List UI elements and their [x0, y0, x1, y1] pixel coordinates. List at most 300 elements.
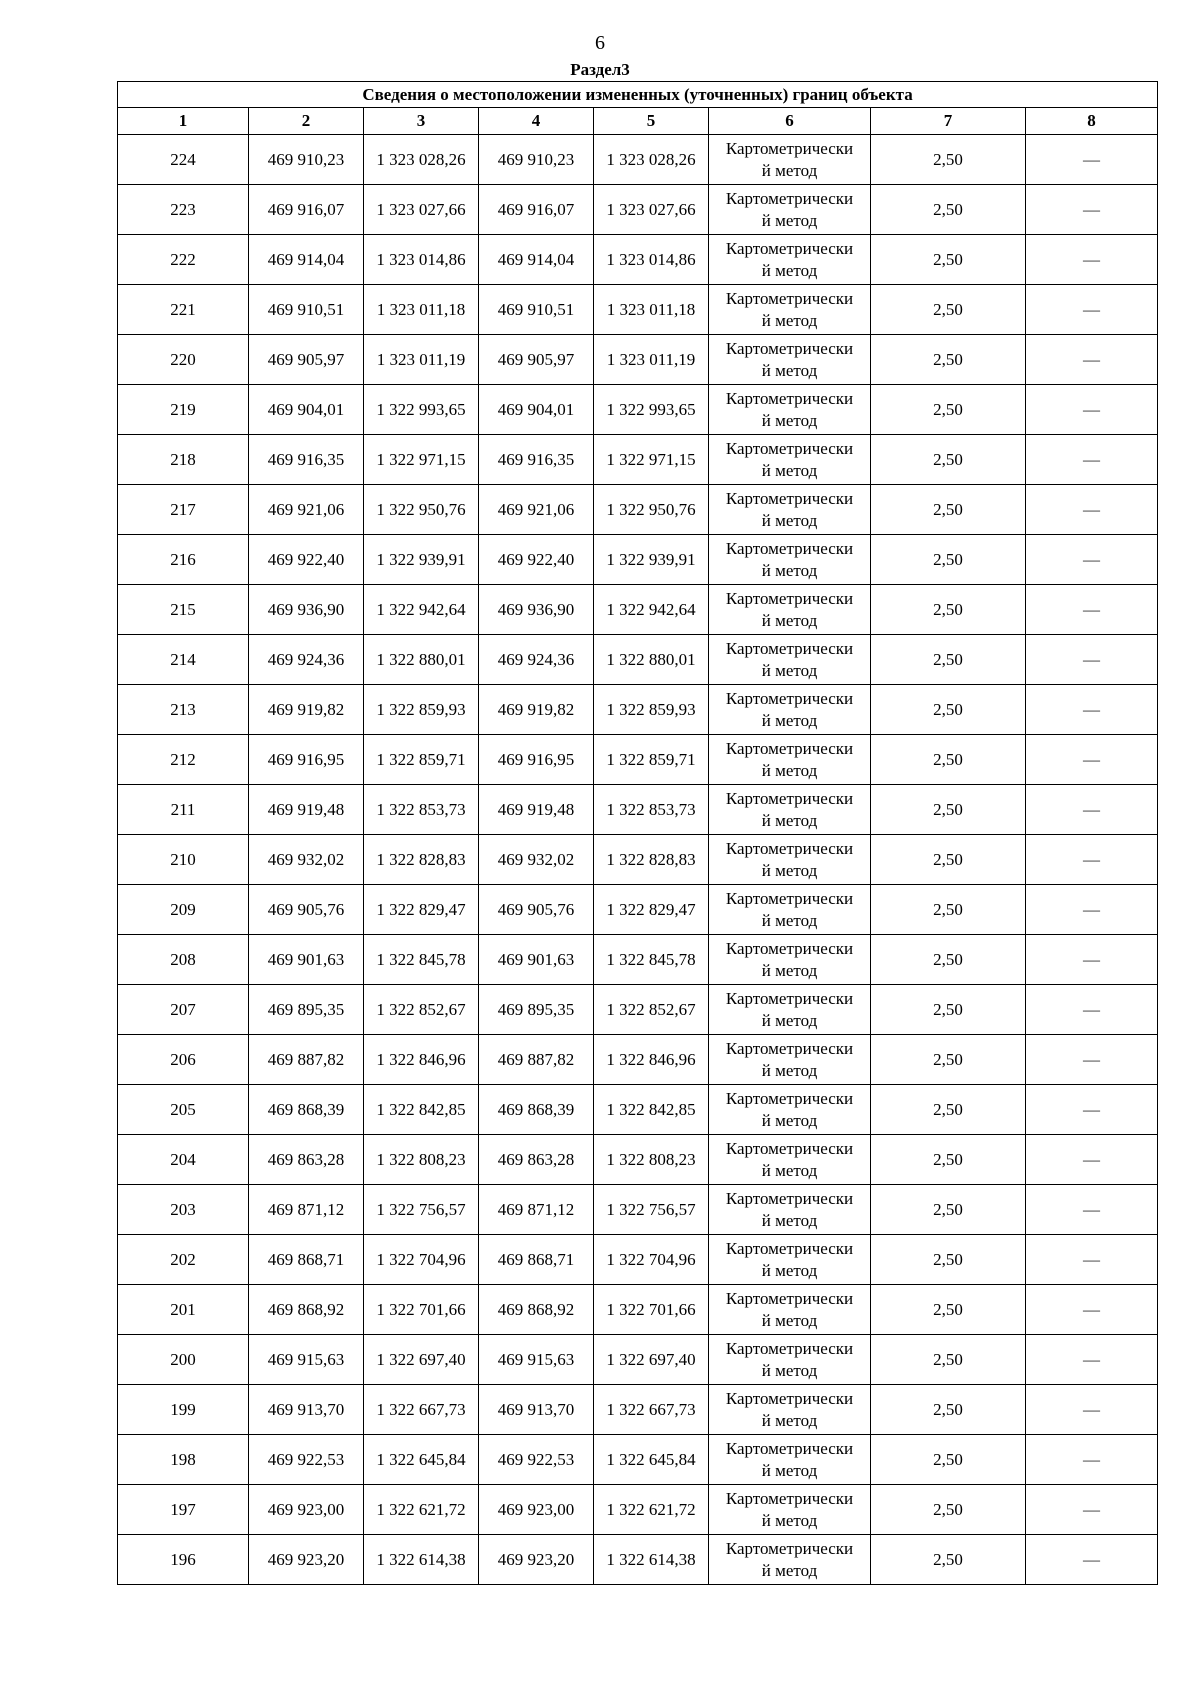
x-new-cell: 469 922,53	[479, 1435, 594, 1485]
y-old-cell: 1 323 027,66	[364, 185, 479, 235]
method-cell	[709, 1135, 871, 1185]
point-number-cell: 202	[118, 1235, 249, 1285]
column-header-3: 3	[364, 108, 479, 135]
x-new-cell: 469 919,82	[479, 685, 594, 735]
method-cell	[709, 485, 871, 535]
table-row	[118, 135, 1158, 185]
method-text-line: Картометрически	[725, 588, 854, 608]
method-text-line: й метод	[761, 1410, 818, 1430]
y-old-cell: 1 322 845,78	[364, 935, 479, 985]
y-old-cell: 1 322 846,96	[364, 1035, 479, 1085]
table-body	[118, 135, 1158, 1585]
table-row	[118, 1385, 1158, 1435]
method-cell	[709, 585, 871, 635]
y-new-cell: 1 322 852,67	[594, 985, 709, 1035]
accuracy-cell: 2,50	[871, 1085, 1026, 1135]
x-new-cell: 469 915,63	[479, 1335, 594, 1385]
method-cell	[709, 785, 871, 835]
method-text-line: й метод	[761, 1110, 818, 1130]
x-old-cell: 469 871,12	[249, 1185, 364, 1235]
table-row	[118, 1435, 1158, 1485]
y-old-cell: 1 322 621,72	[364, 1485, 479, 1535]
point-number-cell: 215	[118, 585, 249, 635]
description-cell: —	[1026, 135, 1158, 185]
description-cell: —	[1026, 985, 1158, 1035]
x-old-cell: 469 868,39	[249, 1085, 364, 1135]
x-new-cell: 469 923,00	[479, 1485, 594, 1535]
table-row	[118, 785, 1158, 835]
point-number-cell: 206	[118, 1035, 249, 1085]
method-cell	[709, 835, 871, 885]
table-row	[118, 1535, 1158, 1585]
x-new-cell: 469 921,06	[479, 485, 594, 535]
x-old-cell: 469 905,97	[249, 335, 364, 385]
x-old-cell: 469 910,23	[249, 135, 364, 185]
method-cell	[709, 185, 871, 235]
y-new-cell: 1 322 756,57	[594, 1185, 709, 1235]
method-cell	[709, 935, 871, 985]
y-new-cell: 1 322 942,64	[594, 585, 709, 635]
description-cell: —	[1026, 1535, 1158, 1585]
method-cell	[709, 985, 871, 1035]
description-cell: —	[1026, 935, 1158, 985]
y-old-cell: 1 322 614,38	[364, 1535, 479, 1585]
x-old-cell: 469 913,70	[249, 1385, 364, 1435]
method-text-line: Картометрически	[725, 988, 854, 1008]
method-text-line: й метод	[761, 1260, 818, 1280]
method-text-line: Картометрически	[725, 1388, 854, 1408]
y-old-cell: 1 323 028,26	[364, 135, 479, 185]
accuracy-cell: 2,50	[871, 985, 1026, 1035]
accuracy-cell: 2,50	[871, 535, 1026, 585]
description-cell: —	[1026, 285, 1158, 335]
description-cell: —	[1026, 835, 1158, 885]
description-cell: —	[1026, 1035, 1158, 1085]
method-cell	[709, 1185, 871, 1235]
point-number-cell: 208	[118, 935, 249, 985]
y-new-cell: 1 323 028,26	[594, 135, 709, 185]
x-new-cell: 469 905,76	[479, 885, 594, 935]
column-header-row	[118, 108, 1158, 135]
y-new-cell: 1 322 645,84	[594, 1435, 709, 1485]
method-text-line: Картометрически	[725, 738, 854, 758]
description-cell: —	[1026, 1435, 1158, 1485]
y-old-cell: 1 323 011,18	[364, 285, 479, 335]
y-new-cell: 1 322 845,78	[594, 935, 709, 985]
table-row	[118, 735, 1158, 785]
point-number-cell: 222	[118, 235, 249, 285]
method-text-line: й метод	[761, 260, 818, 280]
x-new-cell: 469 905,97	[479, 335, 594, 385]
x-new-cell: 469 868,39	[479, 1085, 594, 1135]
method-text-line: Картометрически	[725, 538, 854, 558]
table-row	[118, 535, 1158, 585]
method-text-line: й метод	[761, 810, 818, 830]
section-title: Раздел3	[570, 60, 630, 79]
method-text-line: й метод	[761, 1010, 818, 1030]
method-text-line: Картометрически	[725, 638, 854, 658]
method-text-line: й метод	[761, 1460, 818, 1480]
point-number-cell: 223	[118, 185, 249, 235]
method-text-line: й метод	[761, 760, 818, 780]
method-cell	[709, 735, 871, 785]
method-text-line: й метод	[761, 610, 818, 630]
y-old-cell: 1 322 971,15	[364, 435, 479, 485]
accuracy-cell: 2,50	[871, 735, 1026, 785]
table-row	[118, 885, 1158, 935]
y-old-cell: 1 322 828,83	[364, 835, 479, 885]
y-new-cell: 1 322 859,93	[594, 685, 709, 735]
page-number: 6	[595, 32, 605, 54]
y-old-cell: 1 322 942,64	[364, 585, 479, 635]
x-old-cell: 469 901,63	[249, 935, 364, 985]
table-row	[118, 635, 1158, 685]
point-number-cell: 203	[118, 1185, 249, 1235]
column-header-5: 5	[594, 108, 709, 135]
x-new-cell: 469 910,23	[479, 135, 594, 185]
x-old-cell: 469 868,92	[249, 1285, 364, 1335]
point-number-cell: 204	[118, 1135, 249, 1185]
x-old-cell: 469 923,20	[249, 1535, 364, 1585]
method-text-line: й метод	[761, 560, 818, 580]
x-new-cell: 469 916,07	[479, 185, 594, 235]
description-cell: —	[1026, 635, 1158, 685]
y-new-cell: 1 322 829,47	[594, 885, 709, 935]
accuracy-cell: 2,50	[871, 485, 1026, 535]
y-old-cell: 1 322 852,67	[364, 985, 479, 1035]
y-old-cell: 1 323 014,86	[364, 235, 479, 285]
description-cell: —	[1026, 335, 1158, 385]
y-new-cell: 1 322 828,83	[594, 835, 709, 885]
method-text-line: й метод	[761, 1210, 818, 1230]
description-cell: —	[1026, 435, 1158, 485]
y-old-cell: 1 322 993,65	[364, 385, 479, 435]
point-number-cell: 205	[118, 1085, 249, 1135]
method-cell	[709, 1335, 871, 1385]
point-number-cell: 199	[118, 1385, 249, 1435]
x-old-cell: 469 916,95	[249, 735, 364, 785]
point-number-cell: 211	[118, 785, 249, 835]
point-number-cell: 201	[118, 1285, 249, 1335]
y-old-cell: 1 322 859,93	[364, 685, 479, 735]
point-number-cell: 198	[118, 1435, 249, 1485]
description-cell: —	[1026, 485, 1158, 535]
x-new-cell: 469 913,70	[479, 1385, 594, 1435]
table-row	[118, 1485, 1158, 1535]
x-new-cell: 469 910,51	[479, 285, 594, 335]
method-cell	[709, 685, 871, 735]
method-text-line: й метод	[761, 160, 818, 180]
description-cell: —	[1026, 785, 1158, 835]
accuracy-cell: 2,50	[871, 885, 1026, 935]
x-old-cell: 469 916,35	[249, 435, 364, 485]
y-new-cell: 1 322 993,65	[594, 385, 709, 435]
x-old-cell: 469 904,01	[249, 385, 364, 435]
x-new-cell: 469 863,28	[479, 1135, 594, 1185]
method-text-line: й метод	[761, 1060, 818, 1080]
method-text-line: Картометрически	[725, 1338, 854, 1358]
y-new-cell: 1 322 667,73	[594, 1385, 709, 1435]
description-cell: —	[1026, 185, 1158, 235]
y-old-cell: 1 322 808,23	[364, 1135, 479, 1185]
x-old-cell: 469 914,04	[249, 235, 364, 285]
description-cell: —	[1026, 1135, 1158, 1185]
table-row	[118, 1285, 1158, 1335]
y-new-cell: 1 322 859,71	[594, 735, 709, 785]
accuracy-cell: 2,50	[871, 1135, 1026, 1185]
method-cell	[709, 1035, 871, 1085]
table-row	[118, 1235, 1158, 1285]
point-number-cell: 221	[118, 285, 249, 335]
method-text-line: й метод	[761, 1160, 818, 1180]
y-new-cell: 1 322 939,91	[594, 535, 709, 585]
method-text-line: Картометрически	[725, 1188, 854, 1208]
y-old-cell: 1 322 853,73	[364, 785, 479, 835]
method-text-line: Картометрически	[725, 1488, 854, 1508]
column-header-1: 1	[118, 108, 249, 135]
point-number-cell: 220	[118, 335, 249, 385]
x-old-cell: 469 932,02	[249, 835, 364, 885]
method-text-line: Картометрически	[725, 438, 854, 458]
x-new-cell: 469 871,12	[479, 1185, 594, 1235]
description-cell: —	[1026, 1485, 1158, 1535]
accuracy-cell: 2,50	[871, 935, 1026, 985]
y-old-cell: 1 322 667,73	[364, 1385, 479, 1435]
x-new-cell: 469 914,04	[479, 235, 594, 285]
description-cell: —	[1026, 585, 1158, 635]
y-old-cell: 1 322 756,57	[364, 1185, 479, 1235]
method-text-line: Картометрически	[725, 1288, 854, 1308]
y-new-cell: 1 322 880,01	[594, 635, 709, 685]
column-header-8: 8	[1026, 108, 1158, 135]
y-new-cell: 1 323 027,66	[594, 185, 709, 235]
method-text-line: й метод	[761, 460, 818, 480]
y-new-cell: 1 322 701,66	[594, 1285, 709, 1335]
method-text-line: й метод	[761, 410, 818, 430]
method-text-line: й метод	[761, 910, 818, 930]
x-new-cell: 469 868,71	[479, 1235, 594, 1285]
description-cell: —	[1026, 535, 1158, 585]
method-cell	[709, 1385, 871, 1435]
x-old-cell: 469 916,07	[249, 185, 364, 235]
accuracy-cell: 2,50	[871, 685, 1026, 735]
method-cell	[709, 1285, 871, 1335]
method-text-line: й метод	[761, 860, 818, 880]
method-text-line: Картометрически	[725, 1538, 854, 1558]
accuracy-cell: 2,50	[871, 1235, 1026, 1285]
accuracy-cell: 2,50	[871, 435, 1026, 485]
description-cell: —	[1026, 385, 1158, 435]
method-cell	[709, 885, 871, 935]
method-cell	[709, 385, 871, 435]
method-cell	[709, 1535, 871, 1585]
method-text-line: й метод	[761, 1360, 818, 1380]
x-new-cell: 469 868,92	[479, 1285, 594, 1335]
table-row	[118, 285, 1158, 335]
y-old-cell: 1 322 859,71	[364, 735, 479, 785]
method-text-line: й метод	[761, 310, 818, 330]
method-text-line: Картометрически	[725, 1088, 854, 1108]
y-new-cell: 1 322 697,40	[594, 1335, 709, 1385]
accuracy-cell: 2,50	[871, 1185, 1026, 1235]
description-cell: —	[1026, 1285, 1158, 1335]
table-row	[118, 435, 1158, 485]
table-row	[118, 685, 1158, 735]
x-old-cell: 469 936,90	[249, 585, 364, 635]
x-old-cell: 469 905,76	[249, 885, 364, 935]
accuracy-cell: 2,50	[871, 585, 1026, 635]
y-new-cell: 1 323 014,86	[594, 235, 709, 285]
y-new-cell: 1 322 971,15	[594, 435, 709, 485]
accuracy-cell: 2,50	[871, 635, 1026, 685]
y-old-cell: 1 322 880,01	[364, 635, 479, 685]
y-new-cell: 1 322 704,96	[594, 1235, 709, 1285]
point-number-cell: 219	[118, 385, 249, 435]
x-new-cell: 469 936,90	[479, 585, 594, 635]
x-old-cell: 469 863,28	[249, 1135, 364, 1185]
method-text-line: Картометрически	[725, 1138, 854, 1158]
description-cell: —	[1026, 1085, 1158, 1135]
method-text-line: Картометрически	[725, 1238, 854, 1258]
x-old-cell: 469 921,06	[249, 485, 364, 535]
x-old-cell: 469 887,82	[249, 1035, 364, 1085]
column-header-4: 4	[479, 108, 594, 135]
point-number-cell: 200	[118, 1335, 249, 1385]
table-row	[118, 385, 1158, 435]
column-header-7: 7	[871, 108, 1026, 135]
table-row	[118, 1335, 1158, 1385]
boundary-coordinates-table	[117, 81, 1158, 1585]
method-text-line: Картометрически	[725, 238, 854, 258]
x-new-cell: 469 919,48	[479, 785, 594, 835]
description-cell: —	[1026, 1235, 1158, 1285]
y-new-cell: 1 322 846,96	[594, 1035, 709, 1085]
method-cell	[709, 135, 871, 185]
x-new-cell: 469 923,20	[479, 1535, 594, 1585]
point-number-cell: 197	[118, 1485, 249, 1535]
accuracy-cell: 2,50	[871, 785, 1026, 835]
method-text-line: Картометрически	[725, 888, 854, 908]
x-new-cell: 469 932,02	[479, 835, 594, 885]
accuracy-cell: 2,50	[871, 1535, 1026, 1585]
x-new-cell: 469 904,01	[479, 385, 594, 435]
accuracy-cell: 2,50	[871, 235, 1026, 285]
method-text-line: й метод	[761, 210, 818, 230]
accuracy-cell: 2,50	[871, 1035, 1026, 1085]
method-cell	[709, 535, 871, 585]
point-number-cell: 210	[118, 835, 249, 885]
y-new-cell: 1 322 853,73	[594, 785, 709, 835]
y-old-cell: 1 323 011,19	[364, 335, 479, 385]
accuracy-cell: 2,50	[871, 1485, 1026, 1535]
x-old-cell: 469 924,36	[249, 635, 364, 685]
method-text-line: й метод	[761, 1510, 818, 1530]
point-number-cell: 224	[118, 135, 249, 185]
table-row	[118, 585, 1158, 635]
table-caption-row	[118, 82, 1158, 108]
accuracy-cell: 2,50	[871, 185, 1026, 235]
point-number-cell: 218	[118, 435, 249, 485]
method-text-line: Картометрически	[725, 338, 854, 358]
method-text-line: й метод	[761, 1310, 818, 1330]
point-number-cell: 209	[118, 885, 249, 935]
point-number-cell: 207	[118, 985, 249, 1035]
method-cell	[709, 1435, 871, 1485]
method-cell	[709, 435, 871, 485]
x-new-cell: 469 895,35	[479, 985, 594, 1035]
point-number-cell: 196	[118, 1535, 249, 1585]
method-cell	[709, 285, 871, 335]
x-new-cell: 469 922,40	[479, 535, 594, 585]
method-text-line: Картометрически	[725, 188, 854, 208]
accuracy-cell: 2,50	[871, 835, 1026, 885]
y-old-cell: 1 322 950,76	[364, 485, 479, 535]
method-text-line: Картометрически	[725, 688, 854, 708]
description-cell: —	[1026, 235, 1158, 285]
table-row	[118, 1085, 1158, 1135]
description-cell: —	[1026, 1385, 1158, 1435]
x-old-cell: 469 922,53	[249, 1435, 364, 1485]
table-row	[118, 235, 1158, 285]
accuracy-cell: 2,50	[871, 335, 1026, 385]
column-header-6: 6	[709, 108, 871, 135]
y-old-cell: 1 322 829,47	[364, 885, 479, 935]
method-text-line: Картометрически	[725, 488, 854, 508]
method-text-line: й метод	[761, 510, 818, 530]
method-cell	[709, 635, 871, 685]
accuracy-cell: 2,50	[871, 385, 1026, 435]
x-old-cell: 469 915,63	[249, 1335, 364, 1385]
point-number-cell: 214	[118, 635, 249, 685]
point-number-cell: 216	[118, 535, 249, 585]
description-cell: —	[1026, 1185, 1158, 1235]
y-new-cell: 1 322 808,23	[594, 1135, 709, 1185]
column-header-2: 2	[249, 108, 364, 135]
method-text-line: й метод	[761, 960, 818, 980]
table-row	[118, 1035, 1158, 1085]
x-new-cell: 469 887,82	[479, 1035, 594, 1085]
accuracy-cell: 2,50	[871, 1335, 1026, 1385]
method-text-line: Картометрически	[725, 388, 854, 408]
x-old-cell: 469 919,82	[249, 685, 364, 735]
x-new-cell: 469 924,36	[479, 635, 594, 685]
y-new-cell: 1 322 842,85	[594, 1085, 709, 1135]
method-cell	[709, 1235, 871, 1285]
accuracy-cell: 2,50	[871, 1385, 1026, 1435]
method-text-line: й метод	[761, 360, 818, 380]
table-row	[118, 935, 1158, 985]
table-row	[118, 1185, 1158, 1235]
method-cell	[709, 1085, 871, 1135]
x-old-cell: 469 923,00	[249, 1485, 364, 1535]
y-old-cell: 1 322 939,91	[364, 535, 479, 585]
x-new-cell: 469 916,35	[479, 435, 594, 485]
y-new-cell: 1 323 011,18	[594, 285, 709, 335]
table-row	[118, 185, 1158, 235]
accuracy-cell: 2,50	[871, 1285, 1026, 1335]
table-row	[118, 985, 1158, 1035]
accuracy-cell: 2,50	[871, 135, 1026, 185]
y-old-cell: 1 322 697,40	[364, 1335, 479, 1385]
description-cell: —	[1026, 685, 1158, 735]
y-new-cell: 1 322 614,38	[594, 1535, 709, 1585]
y-old-cell: 1 322 704,96	[364, 1235, 479, 1285]
point-number-cell: 212	[118, 735, 249, 785]
table-row	[118, 335, 1158, 385]
y-old-cell: 1 322 701,66	[364, 1285, 479, 1335]
y-old-cell: 1 322 645,84	[364, 1435, 479, 1485]
method-text-line: Картометрически	[725, 838, 854, 858]
